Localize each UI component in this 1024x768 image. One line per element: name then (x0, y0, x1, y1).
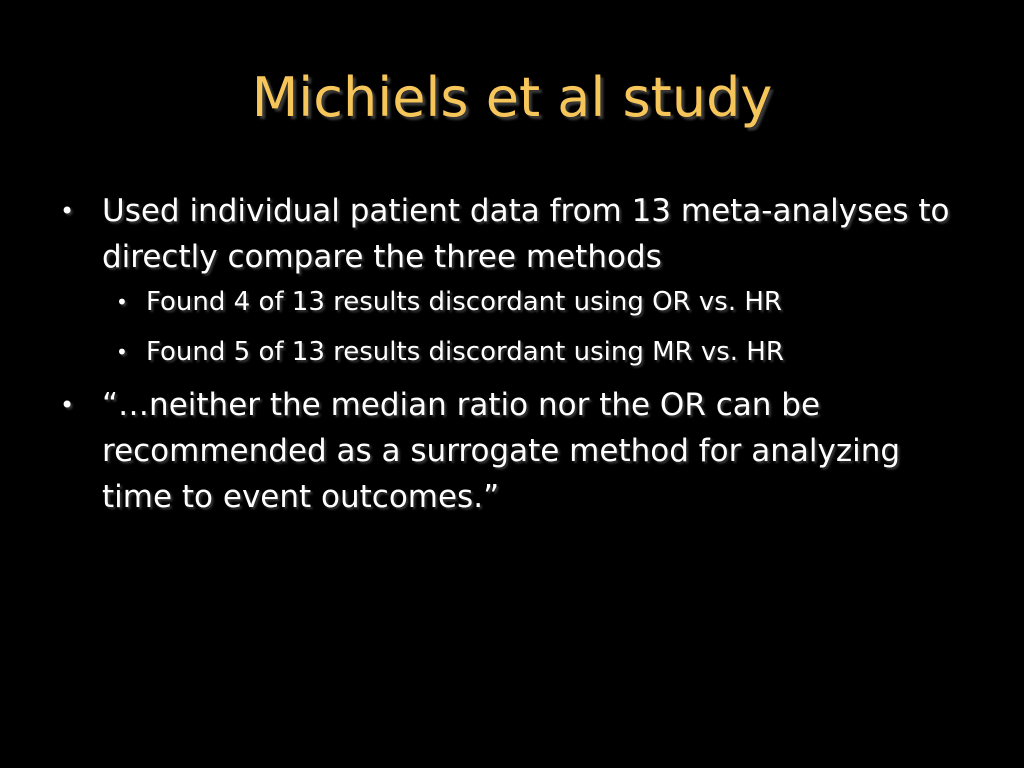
sub-bullet-text: Found 4 of 13 results discordant using OR vs. HR (146, 287, 782, 317)
bullet-point-1 (58, 188, 978, 280)
sub-bullet-point-2 (58, 332, 946, 372)
slide-body (58, 188, 978, 520)
bullet-text: Used individual patient data from 13 meta-analyses to directly compare the three methods (102, 193, 950, 275)
quote-text: “…neither the median ratio nor the OR can be recommended as a surrogate method for analyzing time to event outcomes.” (102, 387, 901, 515)
bullet-icon: • (60, 391, 75, 419)
bullet-icon: • (116, 290, 128, 314)
bullet-icon: • (116, 340, 128, 364)
bullet-icon: • (60, 197, 75, 225)
bullet-point-2 (58, 382, 978, 520)
sub-bullet-list (58, 282, 978, 372)
sub-bullet-text: Found 5 of 13 results discordant using MR vs. HR (146, 337, 784, 367)
sub-bullet-point-1 (58, 282, 946, 322)
slide-title: Michiels et al study (251, 66, 773, 129)
